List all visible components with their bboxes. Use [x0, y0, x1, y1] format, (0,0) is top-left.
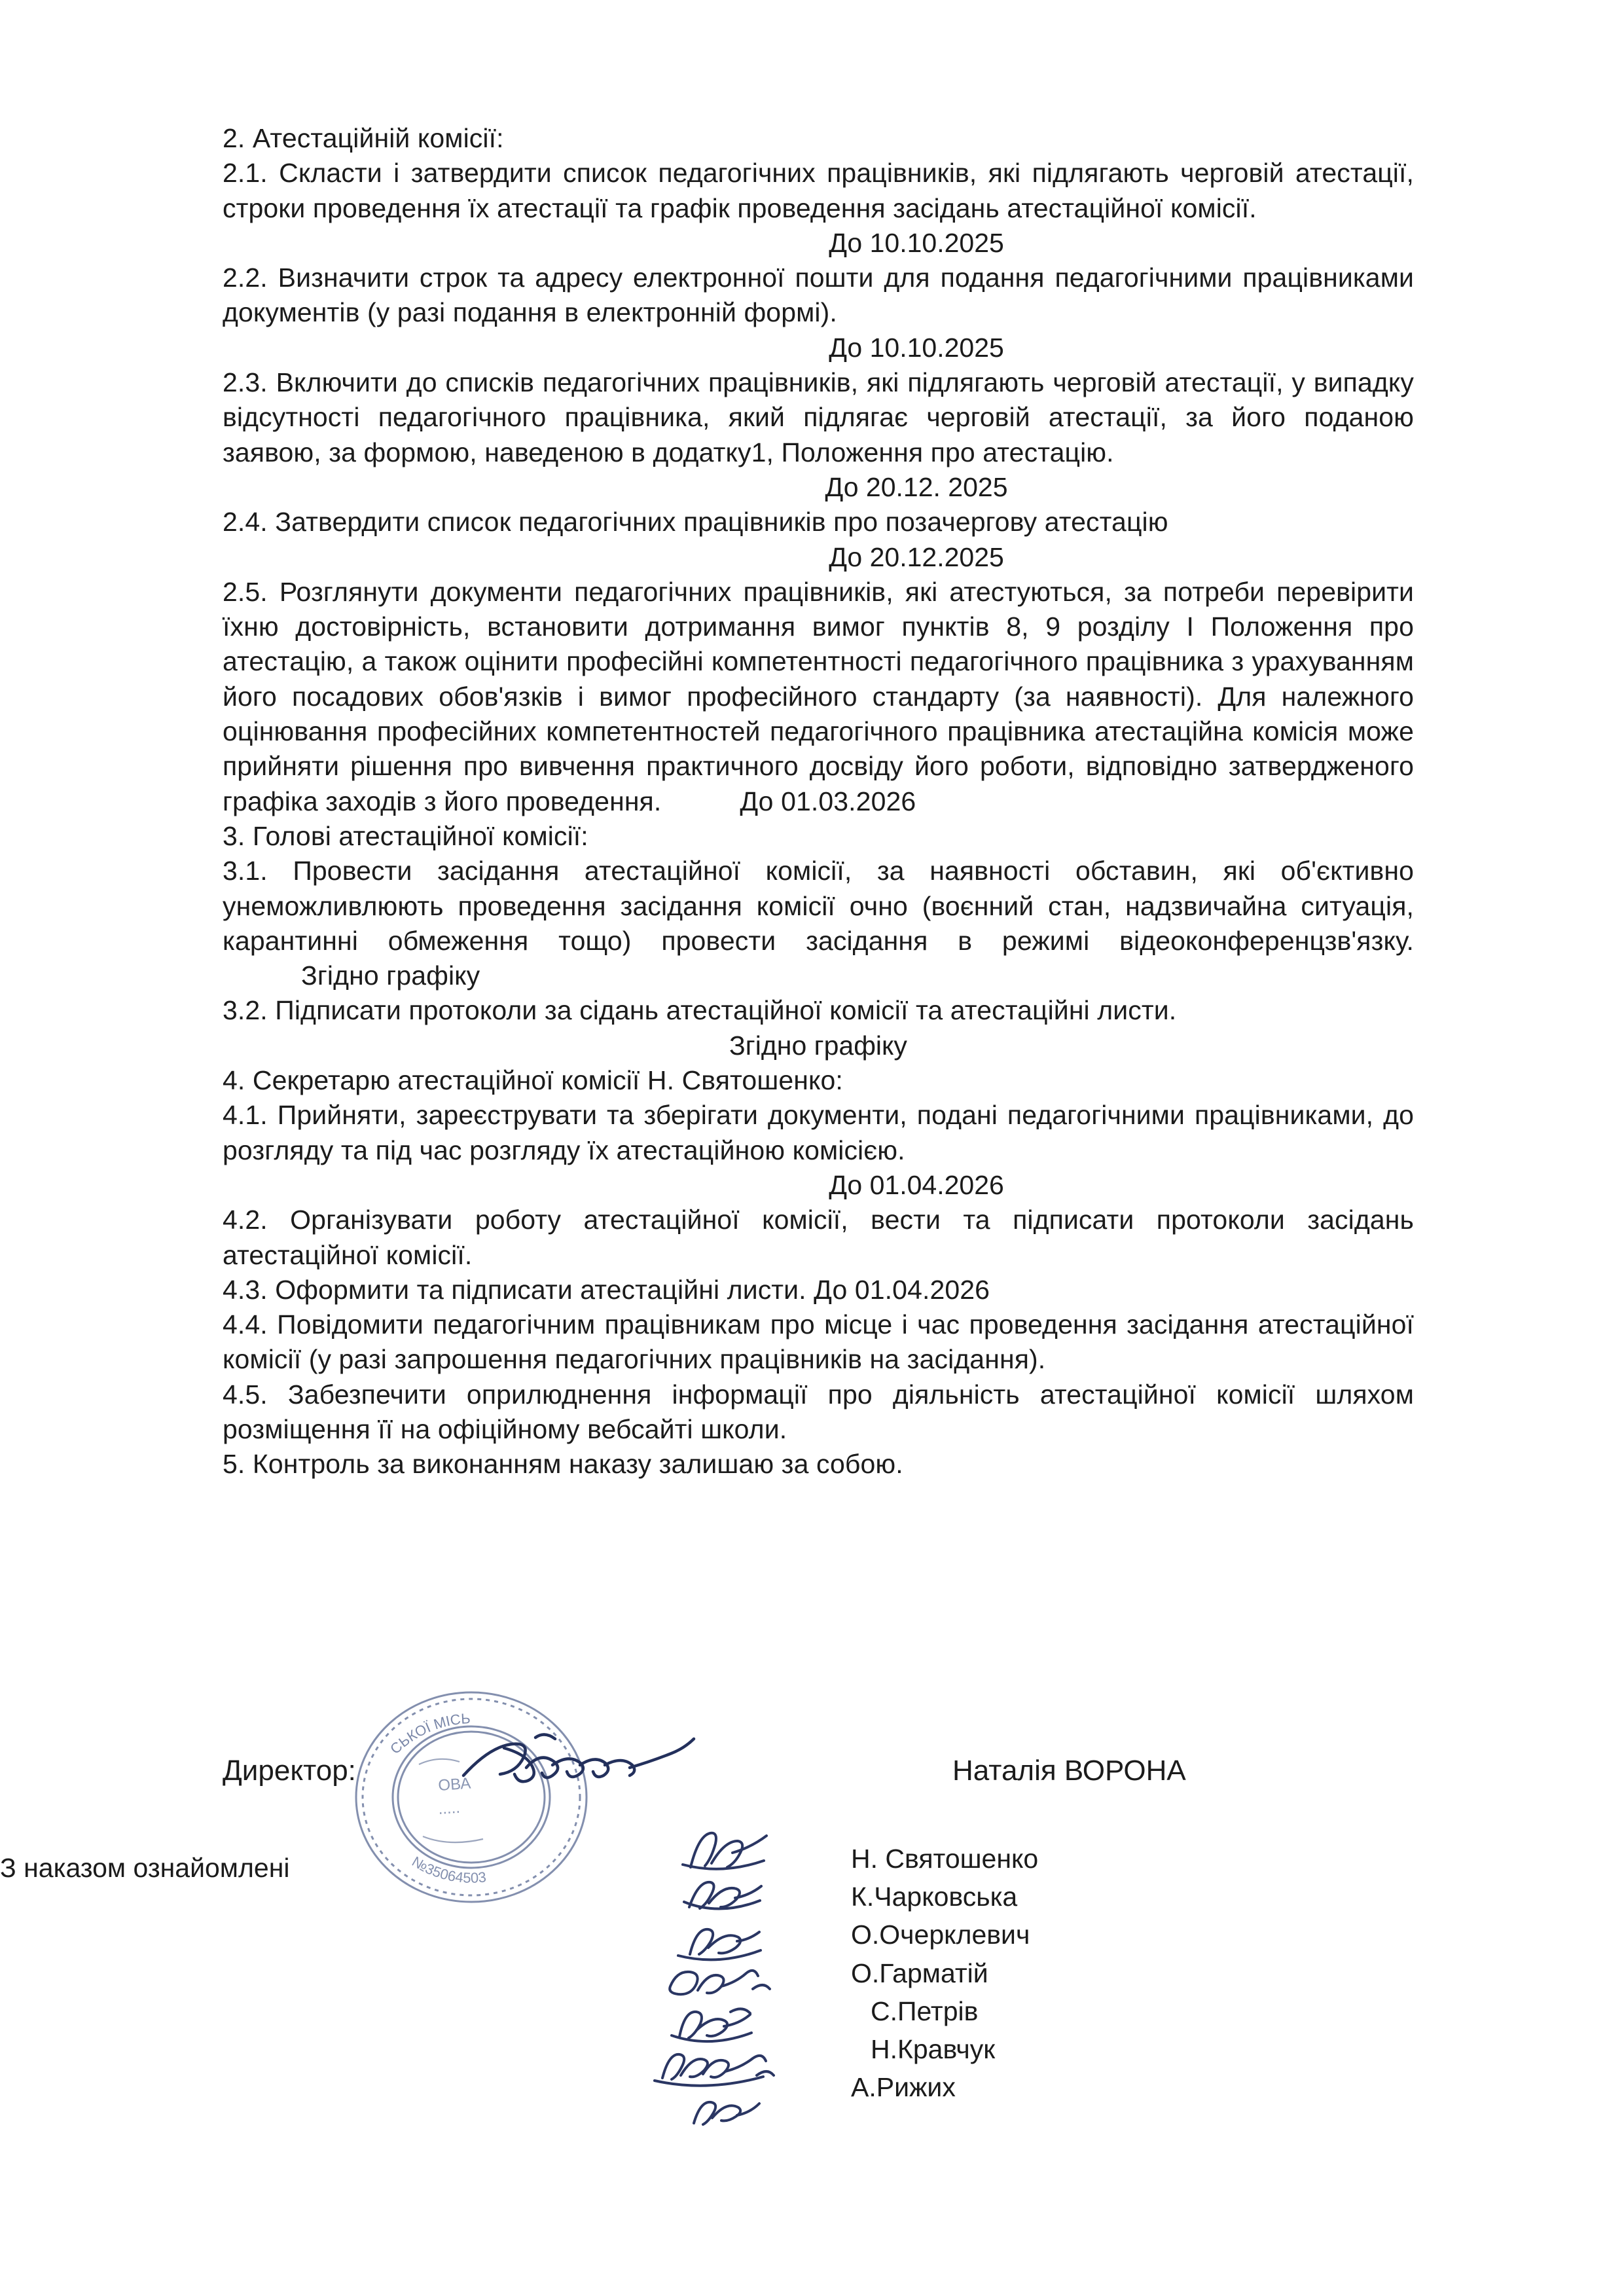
paragraph-2-1: 2.1. Скласти і затвердити список педагогічних працівників, які підлягають черговій атестації, строки проведення їх атестації та графік проведення засідань атестаційної комісії. [223, 158, 1414, 223]
svg-text:ОВА: ОВА [437, 1774, 472, 1795]
paragraph-4-1: 4.1. Прийняти, зареєструвати та зберігати документи, подані педагогічними працівниками, до розгляду та під час розгляду їх атестаційною комісією. [223, 1100, 1414, 1165]
document-body [223, 121, 1414, 1482]
paragraph-4: 4. Секретарю атестаційної комісії Н. Святошенко: [223, 1065, 843, 1096]
svg-text:СЬКОЇ МІСЬ: СЬКОЇ МІСЬ [387, 1710, 471, 1758]
paragraph-3-1 [223, 854, 1414, 993]
signature-mark-2 [677, 1869, 828, 1922]
director-label: Директор: [223, 1755, 356, 1787]
deadline-2-3: До 20.12. 2025 [825, 471, 1008, 502]
signature-mark-5 [668, 2000, 831, 2052]
acknowledgement-names [851, 1840, 1038, 2107]
paragraph-2-5 [223, 575, 1414, 819]
ack-name-7: А.Рижих [851, 2072, 956, 2103]
paragraph-2-3: 2.3. Включити до списків педагогічних працівників, які підлягають черговій атестації, у випадку відсутності педагогічного працівника, який підлягає черговій атестації, за його поданою заявою, за формою, наведеною в додатку1, Положення про атестацію. [223, 367, 1414, 467]
paragraph-2-2: 2.2. Визначити строк та адресу електронної пошти для подання педагогічними працівниками документів (у разі подання в електронній формі). [223, 263, 1414, 328]
paragraph-3-2: 3.2. Підписати протоколи за сідань атестаційної комісії та атестаційні листи. [223, 995, 1177, 1026]
signature-block [223, 1735, 1414, 1813]
deadline-2-5: До 01.03.2026 [740, 786, 916, 816]
ack-name-3: О.Очерклевич [851, 1920, 1030, 1950]
paragraph-4-5: 4.5. Забезпечити оприлюднення інформації про діяльність атестаційної комісії шляхом розміщення її на офіційному вебсайті школи. [223, 1379, 1414, 1444]
signature-mark-3 [674, 1915, 825, 1967]
paragraph-3-1-text: 3.1. Провести засідання атестаційної комісії, за наявності обставин, які об'єктивно унеможливлюють проведення засідання комісії очно (воєнний стан, надзвичайна ситуація, карантинні обмеження тощо) провести засідання в режимі відеоконференцзв'язку. [223, 856, 1414, 956]
deadline-3-2: Згідно графіку [729, 1030, 907, 1061]
signature-mark-7 [681, 2085, 831, 2138]
ack-name-1: Н. Святошенко [851, 1844, 1039, 1874]
signature-mark-1 [677, 1827, 828, 1879]
ack-name-4: О.Гарматій [851, 1958, 988, 1988]
paragraph-3: 3. Голові атестаційної комісії: [223, 820, 588, 851]
deadline-4-1: До 01.04.2026 [829, 1169, 1004, 1200]
paragraph-5: 5. Контроль за виконанням наказу залишаю за собою. [223, 1449, 903, 1480]
ack-name-2: К.Чарковська [851, 1882, 1018, 1912]
paragraph-4-2: 4.2. Організувати роботу атестаційної комісії, вести та підписати протоколи засідань атестаційної комісії. [223, 1205, 1414, 1270]
paragraph-2-4: 2.4. Затвердити список педагогічних працівників про позачергову атестацію [223, 507, 1168, 538]
deadline-2-4: До 20.12.2025 [829, 541, 1004, 572]
signature-mark-6 [655, 2043, 838, 2095]
svg-text:.....: ..... [437, 1798, 461, 1818]
paragraph-2: 2. Атестаційній комісії: [223, 123, 504, 153]
acknowledgement-label: З наказом ознайомлені [0, 1853, 290, 1883]
paragraph-4-4: 4.4. Повідомити педагогічним працівникам про місце і час проведення засідання атестаційної комісії (у разі запрошення педагогічних працівників на засідання). [223, 1309, 1414, 1375]
deadline-3-1: Згідно графіку [301, 960, 480, 991]
svg-text:№35064503: №35064503 [408, 1853, 487, 1886]
paragraph-2-5-text: 2.5. Розглянути документи педагогічних працівників, які атестуються, за потреби перевірити їхню достовірність, встановити дотримання вимог пунктів 8, 9 розділу І Положення про атестацію, а також оцінити професійні компетентності педагогічного працівника з урахуванням його посадових обов'язків і вимог професійного стандарту (за наявності). Для належного оцінювання професійних компетентностей педагогічного працівника атестаційна комісія може прийняти рішення про вивчення практичного досвіду його роботи, відповідно затвердженого графіка заходів з його проведення. [223, 576, 1414, 816]
signature-mark-4 [661, 1958, 831, 2010]
deadline-2-2: До 10.10.2025 [829, 332, 1004, 363]
director-name: Наталія ВОРОНА [952, 1755, 1186, 1787]
ack-name-6: Н.Кравчук [871, 2034, 996, 2065]
director-row [223, 1735, 1414, 1813]
paragraph-4-3: 4.3. Оформити та підписати атестаційні листи. До 01.04.2026 [223, 1274, 990, 1305]
deadline-2-1: До 10.10.2025 [829, 227, 1004, 258]
ack-name-5: С.Петрів [871, 1995, 979, 2026]
